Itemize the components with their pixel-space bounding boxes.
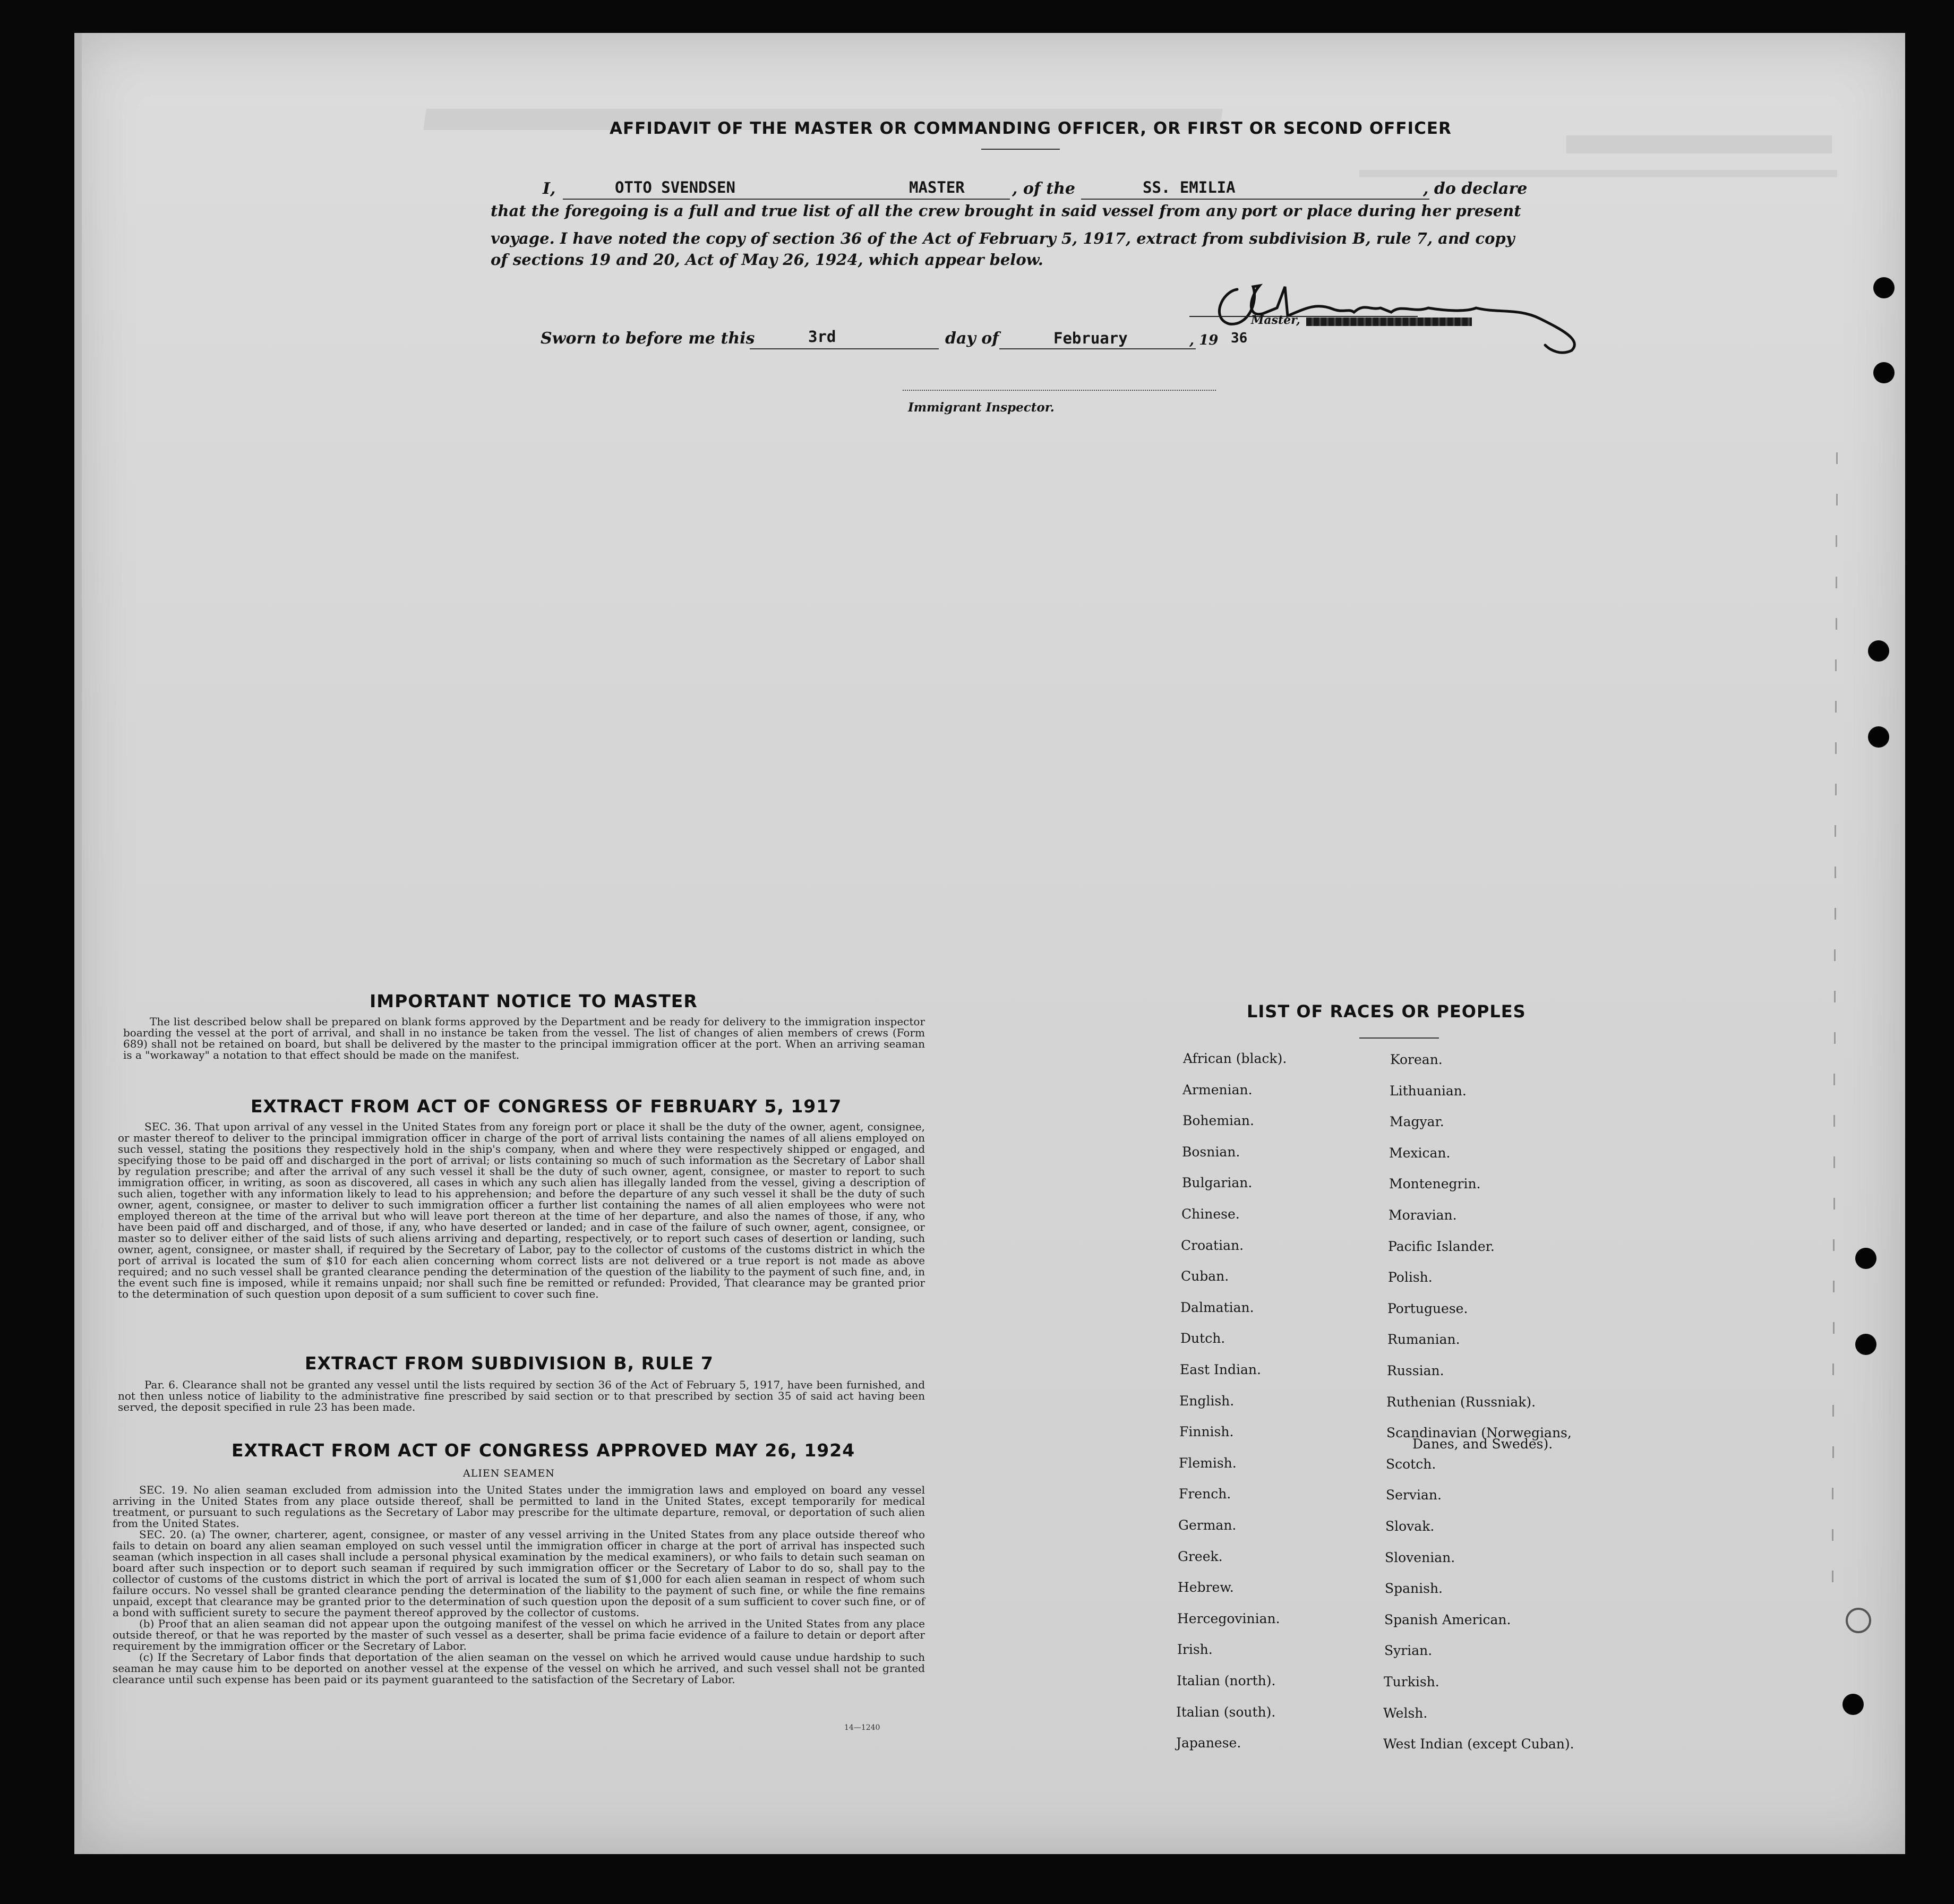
sec-20c-text: (c) If the Secretary of Labor finds that deportation of the alien seaman on the vessel on which he arrived would cause undue hardship to such seaman he may cause him to be deported on another vessel at the expense of the vessel on which he arrived, and such vessel shall not be granted clearance until such expense has been paid or its payment guaranteed to the satisfaction of the Secretary of Labor. [113, 1651, 925, 1686]
sworn-day: 3rd [808, 328, 836, 346]
margin-tick [1833, 1074, 1842, 1085]
race-left-item: Hercegovinian. [1177, 1611, 1280, 1626]
races-title-underline [1359, 1037, 1439, 1039]
affidavit-line-4: of sections 19 and 20, Act of May 26, 1924, which appear below. [491, 251, 1043, 269]
race-right-item: Magyar. [1390, 1114, 1444, 1129]
punch-hole [1846, 1608, 1871, 1633]
margin-tick [1833, 1198, 1842, 1210]
race-right-item: Slovenian. [1385, 1550, 1455, 1565]
punch-hole [1855, 1334, 1876, 1355]
extract-1924-subtitle: ALIEN SEAMEN [463, 1468, 555, 1479]
race-left-item: Chinese. [1181, 1206, 1240, 1222]
extract-1924-body [113, 1485, 925, 1685]
race-right-item: Welsh. [1383, 1705, 1428, 1721]
heading-underline [981, 149, 1060, 150]
race-right-item: Pacific Islander. [1388, 1239, 1495, 1254]
race-right-item: Spanish. [1385, 1581, 1443, 1596]
affidavit-line-3: voyage. I have noted the copy of section 36 of the Act of February 5, 1917, extract from subdivision B, rule 7, and copy [491, 229, 1515, 247]
master-name: OTTO SVENDSEN [615, 178, 735, 196]
margin-tick [1832, 1363, 1841, 1375]
year-suffix: 36 [1231, 330, 1248, 346]
do-declare-label: , do declare [1423, 179, 1528, 198]
race-left-item: Italian (south). [1176, 1704, 1276, 1720]
races-title: LIST OF RACES OR PEOPLES [1247, 1001, 1526, 1022]
master-label: Master, [1251, 313, 1300, 327]
race-left-item: Irish. [1177, 1642, 1213, 1657]
race-right-item: West Indian (except Cuban). [1383, 1736, 1574, 1752]
margin-tick [1835, 784, 1844, 795]
margin-tick [1835, 908, 1844, 920]
punch-hole [1855, 1248, 1876, 1269]
margin-tick [1835, 867, 1844, 878]
race-right-item: Rumanian. [1387, 1332, 1460, 1347]
affidavit-line-2: that the foregoing is a full and true list of all the crew brought in said vessel from any port or place during her present [491, 202, 1521, 220]
extract-1917-title: EXTRACT FROM ACT OF CONGRESS OF FEBRUARY 5, 1917 [251, 1096, 842, 1117]
race-left-item: Croatian. [1181, 1238, 1244, 1253]
month-blank-line [999, 348, 1196, 349]
sec-20b-text: (b) Proof that an alien seaman did not appear upon the outgoing manifest of the vessel on which he arrived in the United States from any place outside thereof, or that he was reported by the master of such vessel as a deserter, shall be prima facie evidence of a failure to detain or deport after requirement by the immigration officer or the Secretary of Labor. [113, 1617, 925, 1652]
race-right-item: Syrian. [1384, 1643, 1433, 1658]
margin-tick [1833, 1281, 1842, 1292]
race-left-item: English. [1179, 1393, 1235, 1409]
margin-tick [1836, 577, 1845, 588]
struck-title [1306, 318, 1472, 326]
race-right-item: Spanish American. [1384, 1612, 1511, 1627]
race-right-item: Mexican. [1389, 1145, 1451, 1161]
race-left-item: African (black). [1183, 1051, 1287, 1066]
inspector-label: Immigrant Inspector. [908, 400, 1055, 415]
margin-tick [1834, 991, 1843, 1002]
affidavit-heading: AFFIDAVIT OF THE MASTER OR COMMANDING OFFICER, OR FIRST OR SECOND OFFICER [610, 119, 1452, 138]
extract-1917-body: SEC. 36. That upon arrival of any vessel in the United States from any foreign port or place it shall be the duty of the owner, agent, consignee, or master thereof to deliver to the principal immigration officer in charge of the port of arrival lists containing the names of all aliens employed on such vessel, stating the positions they respectively hold in the ship's company, when and where they were respectively shipped or engaged, and specifying those to be paid off and discharged in the port of arrival; or lists containing so much of such information as the Secretary of Labor shall by regulation prescribe; and after the arrival of any such vessel it shall be the duty of such owner, agent, consignee, or master to report to such immigration officer, in writing, as soon as discovered, all cases in which any such alien has illegally landed from the vessel, giving a description of such alien, together with any information likely to lead to his apprehension; and before the departure of any such vessel it shall be the duty of such owner, agent, consignee, or master to deliver to such immigration officer a further list containing the names of all alien employees who were not employed thereon at the time of the arrival but who will leave port thereon at the time of her departure, and also the names of those, if any, who have been paid off and discharged, and of those, if any, who have deserted or landed; and in case of the failure of such owner, agent, consignee, or master so to deliver either of the said lists of such aliens arriving and departing, respectively, or to report such cases of desertion or landing, such owner, agent, consignee, or master shall, if required by the Secretary of Labor, pay to the collector of customs of the customs district in which the port of arrival is located the sum of $10 for each alien concerning whom correct lists are not delivered or a true report is not made as above required; and no such vessel shall be granted clearance pending the determination of the question of the liability to the payment of such fine, and, in the event such fine is imposed, while it remains unpaid; nor shall such fine be remitted or refunded: Provided, That clearance may be granted prior to the determination of such question upon deposit of a sum sufficient to cover such fine. [118, 1120, 925, 1300]
notice-title: IMPORTANT NOTICE TO MASTER [370, 991, 698, 1011]
margin-tick [1836, 618, 1845, 630]
inspector-signature-line [903, 390, 1216, 391]
sec-20a-text: SEC. 20. (a) The owner, charterer, agent, consignee, or master of any vessel arriving in the United States from any place outside thereof who fails to detain on board any alien seaman employed on such vessel until the immigration officer in charge at the port of arrival has inspected such seaman (which inspection in all cases shall include a personal physical examination by the medical examiners), or who fails to detain such seaman on board after such inspection or to deport such seaman if required by such immigration officer or the Secretary of Labor to do so, shall pay to the collector of customs of the customs district in which the port of arrival is located the sum of $1,000 for each alien seaman in respect of whom such failure occurs. No vessel shall be granted clearance pending the determination of the liability to the payment of such fine, or while the fine remains unpaid, except that clearance may be granted prior to the determination of such question upon the deposit of a sum sufficient to cover such fine, or of a bond with sufficient surety to secure the payment thereof approved by the collector of customs. [113, 1528, 925, 1619]
race-left-item: Hebrew. [1178, 1580, 1234, 1595]
day-of-label: day of [945, 329, 999, 348]
of-the-label: , of the [1012, 179, 1076, 198]
race-right-item: Korean. [1390, 1052, 1443, 1067]
name-blank-line [563, 199, 1010, 200]
race-left-item: Cuban. [1181, 1268, 1229, 1284]
margin-tick [1836, 494, 1845, 505]
race-left-item: Bosnian. [1182, 1144, 1240, 1160]
punch-hole [1873, 277, 1895, 298]
margin-tick [1833, 1115, 1842, 1127]
margin-tick [1833, 1322, 1842, 1334]
race-right-item: Scandinavian (Norwegians, [1386, 1425, 1572, 1440]
extract-rule7-body: Par. 6. Clearance shall not be granted any vessel until the lists required by section 36 of the Act of February 5, 1917, have been furnished, and not then unless notice of liability to the administrative fine prescribed by said section or to that prescribed by section 35 of said act having been served, the deposit specified in rule 23 has been made. [118, 1378, 925, 1413]
margin-tick [1832, 1571, 1841, 1582]
bleed-through-mark [1566, 135, 1832, 153]
master-signature [1179, 271, 1598, 361]
margin-tick [1835, 742, 1844, 754]
race-left-item: Bohemian. [1182, 1113, 1254, 1128]
form-number: 14—1240 [844, 1723, 880, 1732]
race-left-item: German. [1178, 1517, 1237, 1533]
margin-tick [1834, 1032, 1843, 1044]
margin-tick [1832, 1405, 1841, 1417]
race-left-item: Dutch. [1180, 1331, 1225, 1346]
race-right-item: Portuguese. [1387, 1301, 1468, 1316]
race-right-item: Russian. [1387, 1363, 1444, 1378]
race-right-item: Slovak. [1385, 1519, 1435, 1534]
extract-rule7-title: EXTRACT FROM SUBDIVISION B, RULE 7 [305, 1353, 714, 1374]
sworn-prefix: Sworn to before me this [541, 329, 755, 348]
margin-tick [1835, 659, 1844, 671]
race-left-item: French. [1179, 1486, 1231, 1502]
race-right-item: Turkish. [1384, 1674, 1439, 1689]
race-right-item: Polish. [1388, 1270, 1433, 1285]
extract-1924-title: EXTRACT FROM ACT OF CONGRESS APPROVED MAY 26, 1924 [232, 1440, 855, 1461]
margin-tick [1833, 1239, 1842, 1251]
year-prefix: , 19 [1189, 332, 1219, 348]
punch-hole [1873, 362, 1895, 383]
race-left-item: Japanese. [1176, 1735, 1241, 1751]
margin-tick [1835, 701, 1844, 713]
notice-body: The list described below shall be prepared on blank forms approved by the Department and be ready for delivery to the immigration inspector boarding the vessel at the port of arrival, and shall in no instance be taken from the vessel. The list of changes of alien members of crews (Form 689) shall not be retained on board, but shall be delivered by the master to the principal immigration officer at the port. When an arriving seaman is a "workaway" a notation to that effect should be made on the manifest. [123, 1015, 925, 1061]
race-left-item: Finnish. [1179, 1424, 1234, 1439]
margin-tick [1836, 452, 1845, 464]
affidavit-pronoun: I, [543, 179, 556, 198]
race-right-item: Lithuanian. [1390, 1083, 1467, 1099]
race-left-item: Greek. [1178, 1549, 1223, 1564]
day-blank-line [750, 348, 939, 349]
race-right-item: Ruthenian (Russniak). [1386, 1394, 1536, 1410]
margin-tick [1832, 1529, 1841, 1541]
margin-tick [1832, 1488, 1841, 1499]
punch-hole [1842, 1694, 1864, 1715]
paper-edge [74, 33, 82, 1854]
race-left-item: East Indian. [1180, 1362, 1261, 1377]
punch-hole [1868, 640, 1889, 662]
punch-hole [1868, 726, 1889, 748]
race-left-item: Italian (north). [1177, 1673, 1276, 1688]
race-continuation: Danes, and Swedes). [1412, 1436, 1553, 1452]
margin-tick [1836, 535, 1845, 547]
bleed-through-mark [1359, 170, 1837, 177]
race-right-item: Montenegrin. [1389, 1176, 1481, 1191]
race-left-item: Flemish. [1179, 1455, 1237, 1471]
race-right-item: Moravian. [1389, 1207, 1457, 1223]
margin-tick [1833, 1156, 1842, 1168]
sworn-month: February [1053, 329, 1128, 347]
margin-tick [1834, 949, 1843, 961]
sec-19-text: SEC. 19. No alien seaman excluded from admission into the United States under the immigration laws and employed on board any vessel arriving in the United States from any place outside thereof, shall be permitted to land in the United States, except temporarily for medical treatment, or pursuant to such regulations as the Secretary of Labor may prescribe for the ultimate departure, removal, or deportation of such alien from the United States. [113, 1483, 925, 1530]
race-right-item: Servian. [1386, 1487, 1442, 1503]
race-left-item: Armenian. [1182, 1082, 1253, 1097]
vessel-blank-line [1081, 199, 1429, 200]
margin-tick [1835, 825, 1844, 837]
race-right-item: Scotch. [1386, 1456, 1436, 1472]
vessel-name: SS. EMILIA [1143, 178, 1236, 196]
master-rank: MASTER [909, 178, 965, 196]
race-left-item: Bulgarian. [1182, 1175, 1253, 1190]
race-left-item: Dalmatian. [1180, 1300, 1254, 1315]
margin-tick [1832, 1446, 1841, 1458]
